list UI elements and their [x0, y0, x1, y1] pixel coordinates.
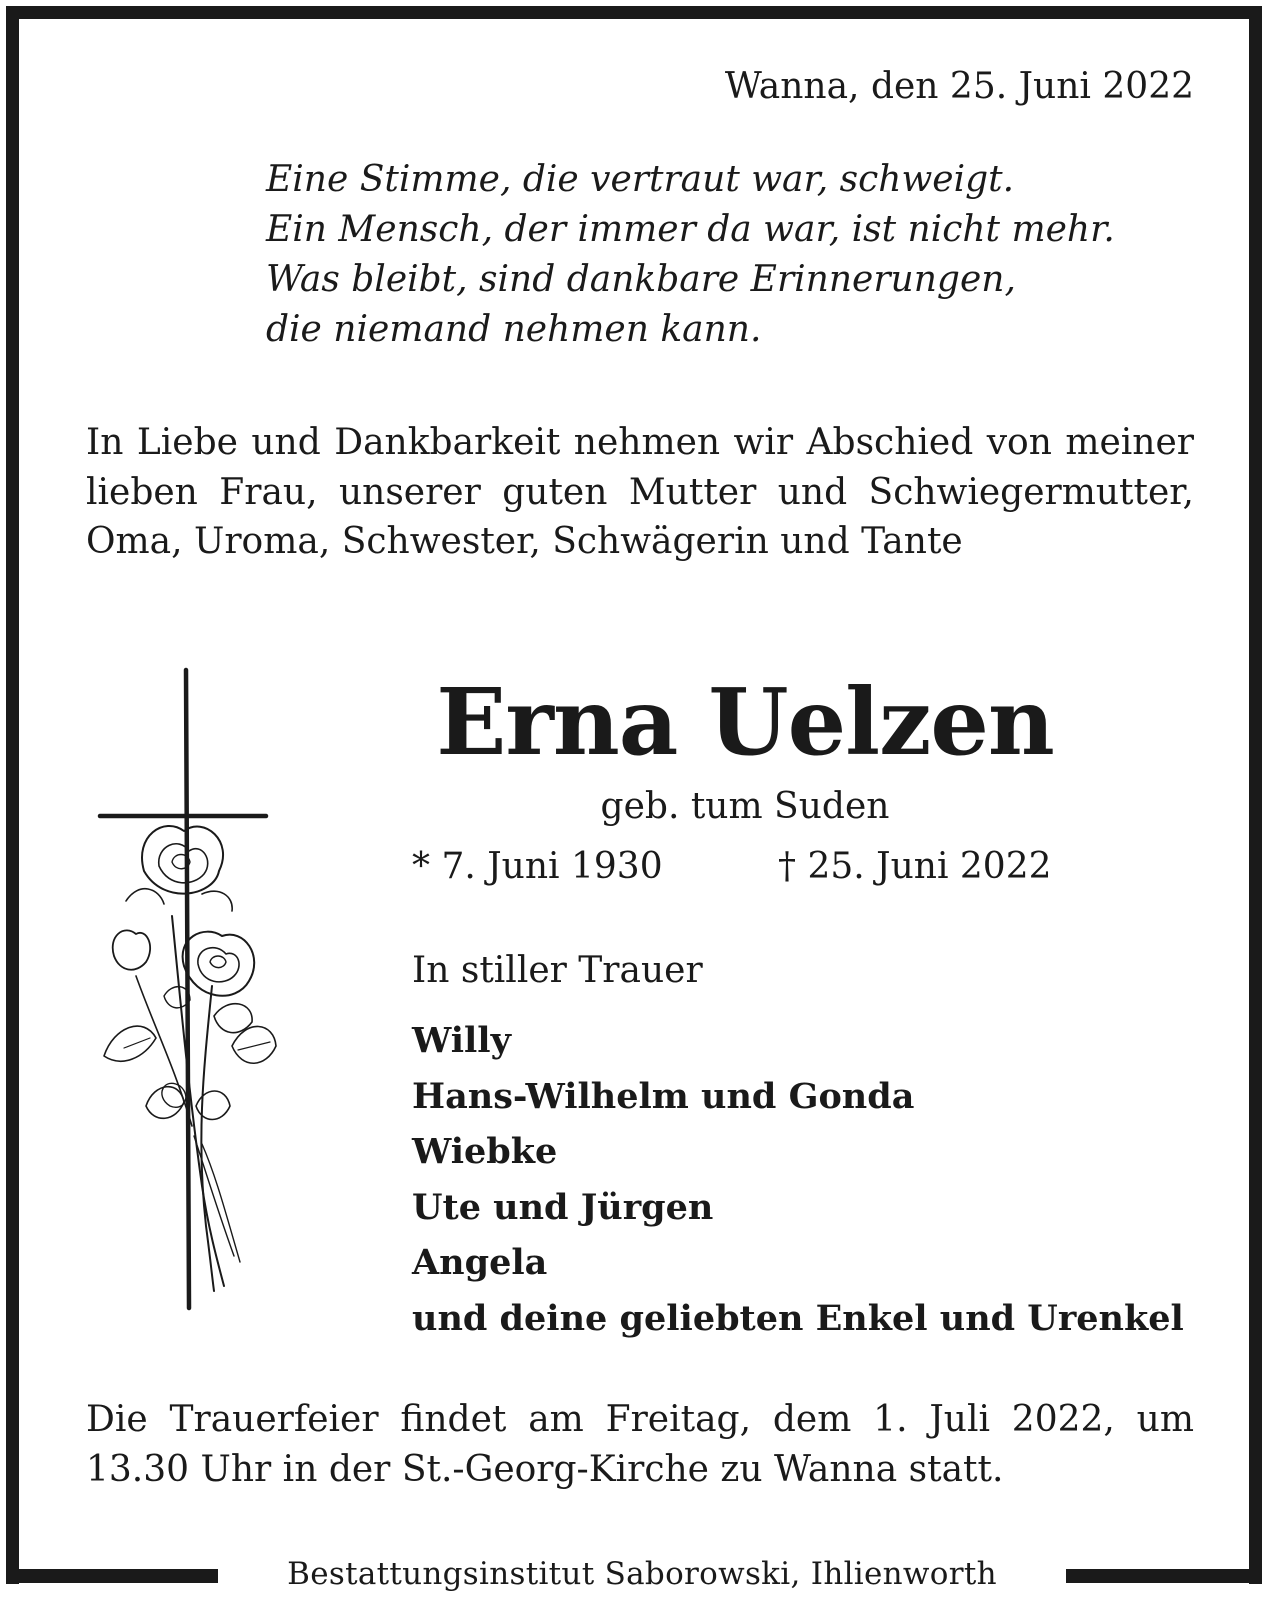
mourners-list	[412, 1013, 1184, 1346]
deceased-name: Erna Uelzen	[436, 668, 1054, 776]
birth-name: geb. tum Suden	[600, 786, 890, 827]
cross-with-roses-icon	[84, 666, 284, 1326]
mourner-name: Ute und Jürgen	[412, 1186, 714, 1228]
poem	[266, 155, 1115, 355]
farewell-intro: In Liebe und Dankbarkeit nehmen wir Abschied von meiner lieben Frau, unserer guten Mutter und Schwiegermutter, Oma, Uroma, Schwester, Schwägerin und Tante	[86, 422, 1194, 562]
birth-date: * 7. Juni 1930	[412, 846, 663, 887]
place-date: Wanna, den 25. Juni 2022	[724, 66, 1194, 107]
mourner-name: und deine geliebten Enkel und Urenkel	[412, 1297, 1184, 1339]
frame-bottom-bar-right	[1066, 1569, 1262, 1583]
poem-line: Ein Mensch, der immer da war, ist nicht mehr.	[266, 209, 1115, 250]
poem-line: Eine Stimme, die vertraut war, schweigt.	[266, 159, 1015, 200]
mourning-intro: In stiller Trauer	[412, 950, 703, 991]
death-date: † 25. Juni 2022	[778, 846, 1052, 887]
funeral-home: Bestattungsinstitut Saborowski, Ihlienworth	[287, 1556, 997, 1592]
poem-line: die niemand nehmen kann.	[266, 309, 762, 350]
poem-line: Was bleibt, sind dankbare Erinnerungen,	[266, 259, 1016, 300]
frame-bottom-bar-left	[6, 1569, 218, 1583]
mourner-name: Willy	[412, 1020, 511, 1061]
mourner-name: Hans-Wilhelm und Gonda	[412, 1075, 915, 1117]
mourner-name: Angela	[412, 1242, 548, 1283]
mourner-name: Wiebke	[412, 1131, 558, 1172]
ceremony-info: Die Trauerfeier findet am Freitag, dem 1. Juli 2022, um 13.30 Uhr in der St.-Georg-Kirche zu Wanna statt.	[86, 1399, 1194, 1490]
